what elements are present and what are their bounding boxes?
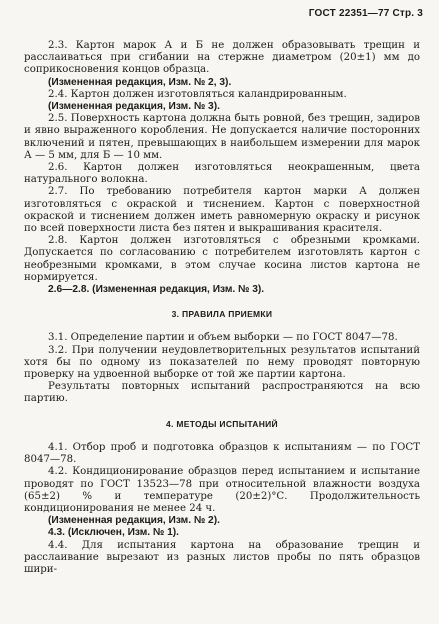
paragraph-4-1: 4.1. Отбор проб и подготовка образцов к испытаниям — по ГОСТ 8047—78. xyxy=(24,441,420,466)
paragraph-2-7: 2.7. По требованию потребителя картон марки А должен изготовляться с окраской и тиснением. Картон с поверхностной окраской и тиснением должен иметь равномерную окраску и рисунок по всей поверхности листа без пятен и выкрашивания красителя. xyxy=(24,186,420,235)
paragraph-4-3: 4.3. (Исключен, Изм. № 1). xyxy=(48,527,180,539)
paragraph-2-8: 2.8. Картон должен изготовляться с обрезными кромками. Допускается по согласованию с потребителем изготовлять картон с необрезными кромками, в этом случае косина листов картона не нормируется. xyxy=(24,235,420,283)
revision-note: (Измененная редакция, Изм. № 2). xyxy=(48,515,220,527)
section-heading-test-methods: 4. МЕТОДЫ ИСПЫТАНИЙ xyxy=(166,418,278,429)
paragraph-3-1: 3.1. Определение партии и объем выборки — по ГОСТ 8047—78. xyxy=(48,332,398,344)
paragraph-4-4: 4.4. Для испытания картона на образование трещин и расслаивание вырезают из разных листов пробы по пять образцов шири- xyxy=(24,539,420,575)
revision-note: 2.6—2.8. (Измененная редакция, Изм. № 3). xyxy=(48,284,265,296)
paragraph-3-2: 3.2. При получении неудовлетворительных результатов испытаний хотя бы по одному из показателей по нему проводят повторную проверку на удвоенной выборке от той же партии картона. xyxy=(24,344,420,381)
running-header: ГОСТ 22351—77 Стр. 3 xyxy=(308,8,423,19)
paragraph-2-5: 2.5. Поверхность картона должна быть ровной, без трещин, задиров и явно выраженного коробления. Не допускается наличие посторонних включений и пятен, превышающих в наибольшем измерении для марок А — 5 мм, для Б — 10 мм. xyxy=(24,113,420,161)
paragraph-4-2: 4.2. Кондиционирование образцов перед испытанием и испытание проводят по ГОСТ 13523—78 при относительной влажности воздуха (65±2) % и температуре (20±2)°С. Продолжительность кондиционирования не менее 24 ч. xyxy=(24,466,420,514)
paragraph-2-6: 2.6. Картон должен изготовляться неокрашенным, цвета натурального волокна. xyxy=(24,162,420,186)
paragraph-2-3: 2.3. Картон марок А и Б не должен образовывать трещин и расслаиваться при сгибании на стержне диаметром (20±1) мм до соприкосновения концов образца. xyxy=(24,40,420,76)
paragraph-3-results: Результаты повторных испытаний распространяются на всю партию. xyxy=(24,381,420,405)
paragraph-2-4: 2.4. Картон должен изготовляться каландрированным. xyxy=(48,88,347,100)
revision-note: (Измененная редакция, Изм. № 2, 3). xyxy=(48,76,232,88)
revision-note: (Измененная редакция, Изм. № 3). xyxy=(48,101,220,113)
section-heading-acceptance: 3. ПРАВИЛА ПРИЕМКИ xyxy=(171,309,273,320)
document-body xyxy=(24,40,420,576)
